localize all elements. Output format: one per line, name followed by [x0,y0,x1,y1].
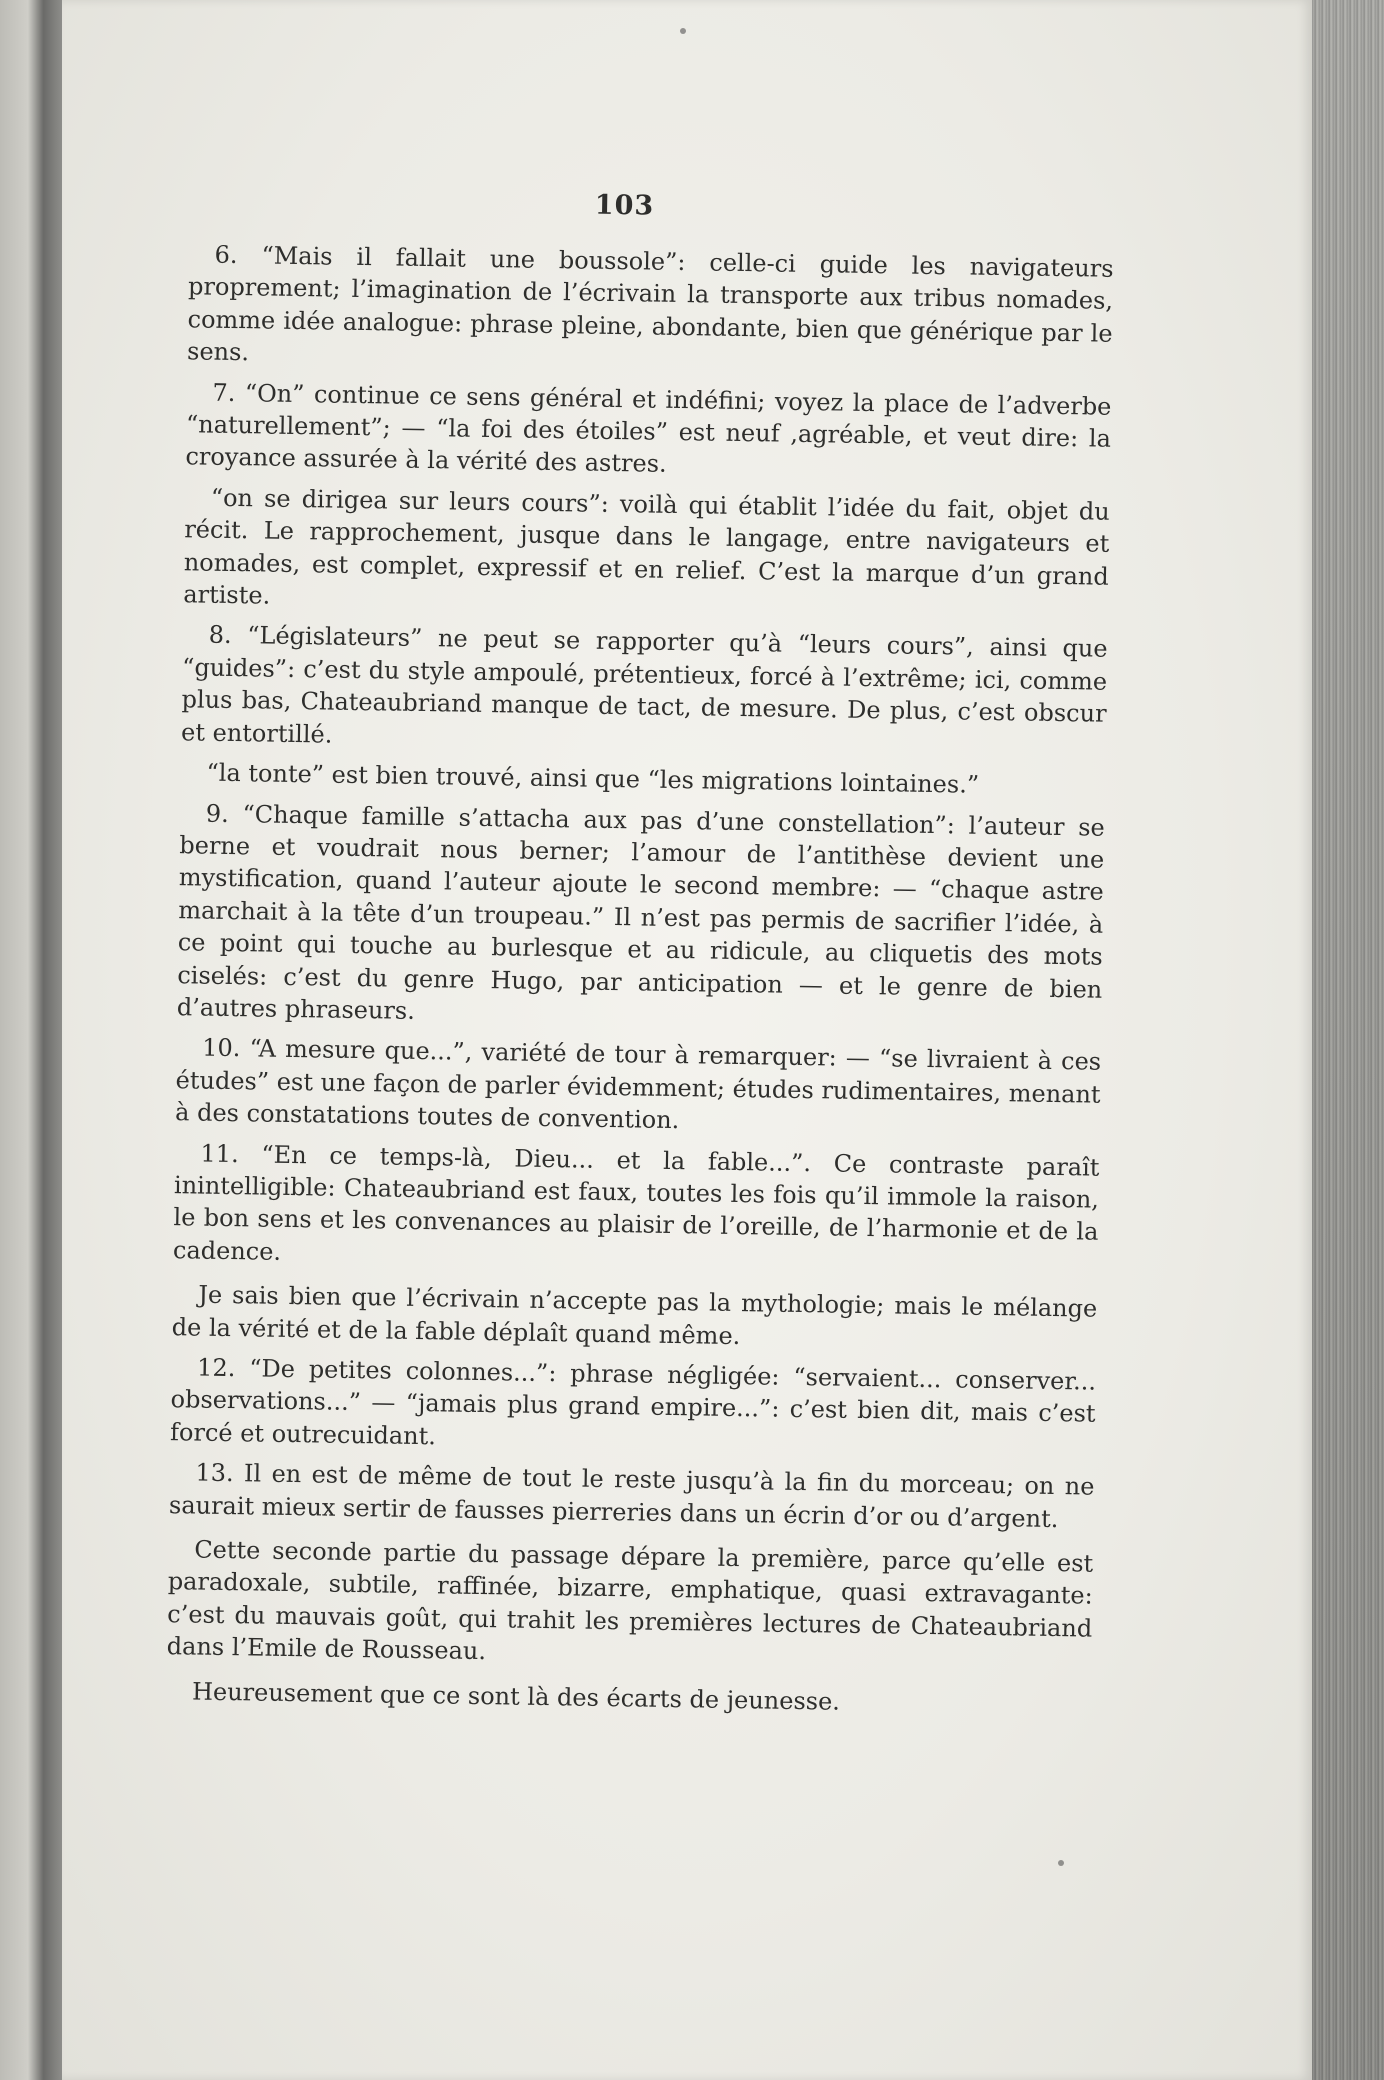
paragraph-9: 9. “Chaque famille s’attacha aux pas d’une constellation”: l’auteur se berne et voudrait nous berner; l’amour de l’antithèse devient une mystification, quand l’auteur ajoute le second membre: — “chaque astre marchait à la tête d’un troupeau.” Il n’est pas permis de sacrifier l’idée, à ce point qui touche au burlesque et au ridicule, au cliquetis des mots ciselés: c’est du genre Hugo, par anticipation — et le genre de bien d’autres phraseurs. [176,799,1105,1025]
body-text [166,238,1114,1729]
paragraph-12: 12. “De petites colonnes...”: phrase négligée: “servaient... conserver... observations...” — “jamais plus grand empire...”: c’est bien dit, mais c’est forcé et outrecuidant. [169,1353,1097,1451]
paragraph-7: 7. “On” continue ce sens général et indéfini; voyez la place de l’adverbe “naturellement”; — “la foi des étoiles” est neuf ,agréable, et veut dire: la croyance assurée à la vérité des astres. [185,378,1112,479]
paragraph-final: Heureusement que ce sont là des écarts de jeunesse. [191,1677,841,1716]
ink-speck-bottom [1058,1860,1064,1866]
page-stack-edges [1312,0,1384,2080]
paragraph-13: 13. Il en est de même de tout le reste jusqu’à la fin du morceau; on ne saurait mieux sertir de fausses pierreries dans un écrin d’or ou d’argent. [168,1458,1095,1533]
book-binding-edge [0,0,62,2080]
paragraph-11: 11. “En ce temps-là, Dieu... et la fable...”. Ce contraste paraît inintelligible: Chateaubriand est faux, toutes les fois qu’il immole la raison, le bon sens et les convenances au plaisir de l’oreille, de l’harmonie et de la cadence. [172,1139,1100,1266]
paragraph-11-continued: Je sais bien que l’écrivain n’accepte pas la mythologie; mais le mélange de la vérité et de la fable déplaît quand même. [171,1280,1098,1350]
paragraph-10: 10. “A mesure que...”, variété de tour à remarquer: — “se livraient à ces études” est une façon de parler évidemment; études rudimentaires, menant à des constatations toutes de convention. [174,1033,1102,1135]
ink-speck-top [680,28,686,34]
paragraph-7-continued: “on se dirigea sur leurs cours”: voilà qui établit l’idée du fait, objet du récit. Le rapprochement, jusque dans le langage, entre navigateurs et nomades, est complet, expressif et en relief. C’est la marque d’un grand artiste. [183,483,1110,610]
paragraph-8: 8. “Législateurs” ne peut se rapporter qu’à “leurs cours”, ainsi que “guides”: c’est du style ampoulé, prétentieux, forcé à l’extrême; ici, comme plus bas, Chateaubriand manque de tact, de mesure. De plus, c’est obscur et entortillé. [180,621,1108,749]
paragraph-conclusion: Cette seconde partie du passage dépare la première, parce qu’elle est paradoxale, subtile, raffinée, bizarre, emphatique, quasi extravagante: c’est du mauvais goût, qui trahit les premières lectures de Chateaubriand dans l’Emile de Rousseau. [166,1535,1094,1666]
paragraph-8-continued: “la tonte” est bien trouvé, ainsi que “les migrations lointaines.” [206,758,980,799]
page-number: 103 [594,189,655,222]
paragraph-6: 6. “Mais il fallait une boussole”: celle-ci guide les navigateurs proprement; l’imagination de l’écrivain la transporte aux tribus nomades, comme idée analogue: phrase pleine, abondante, bien que générique par le sens. [186,240,1114,367]
